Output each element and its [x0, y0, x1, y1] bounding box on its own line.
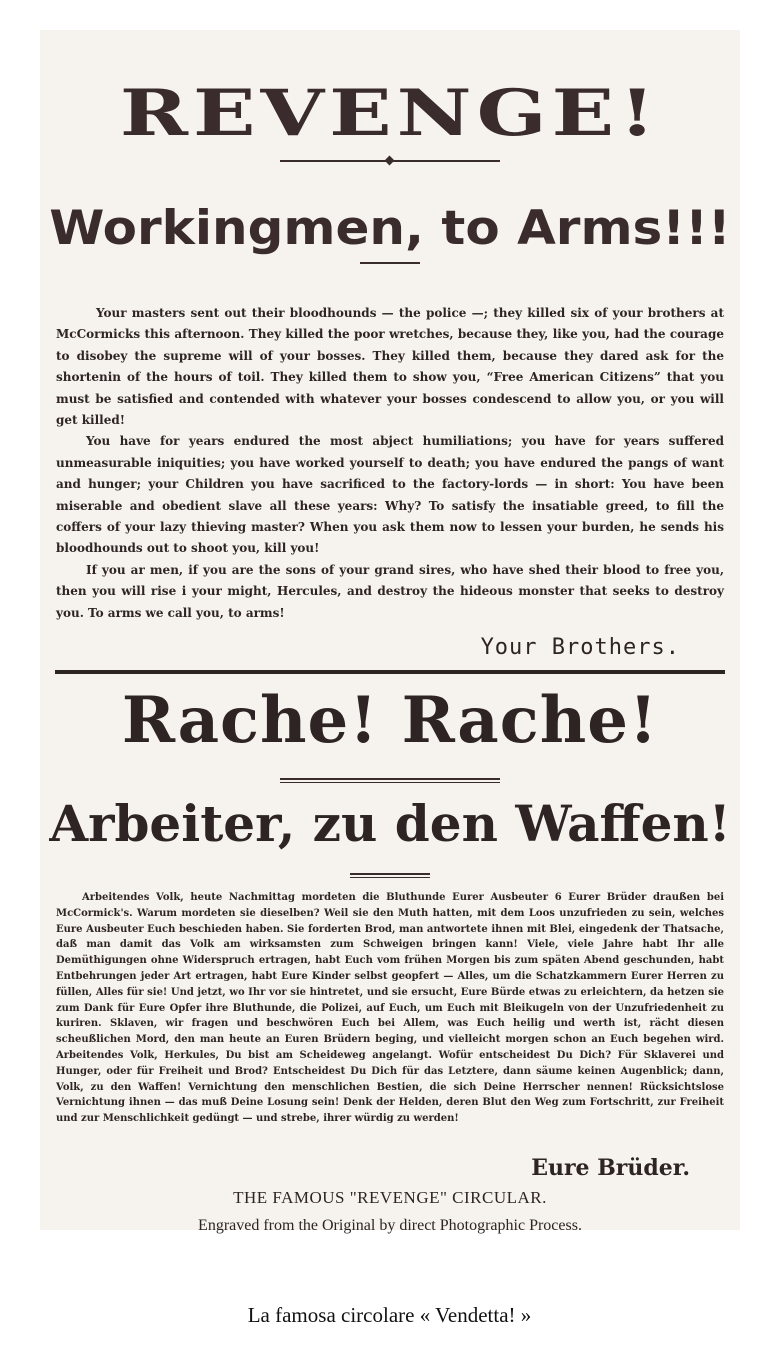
body-german: Arbeitendes Volk, heute Nachmittag mordeten die Bluthunde Eurer Ausbeuter 6 Eurer Brüder draußen bei McCormick's. Warum mordeten sie dieselben? Weil sie den Muth hatten, mit dem Loos unzufrieden zu sein, welches Eure Ausbeuter Euch beschieden haben. Sie forderten Brod, man antwortete ihnen mit Blei, eingedenk der Thatsache, daß man damit das Volk am wirksamsten zum Schweigen bringen kann! Viele, viele Jahre habt Ihr alle Demüthigungen ohne Widerspruch ertragen, habt Euch vom frühen Morgen bis zum späten Abend geschunden, habt Entbehrungen jeder Art ertragen, habt Eure Kinder selbst geopfert — Alles, um die Schatzkammern Eurer Herren zu füllen, Alles für sie! Und jetzt, wo Ihr vor sie hintretet, und sie ersucht, Eure Bürde etwas zu erleichtern, da hetzen sie zum Dank für Eure Opfer ihre Bluthunde, die Polizei, auf Euch, um Euch mit Bleikugeln von der Unzufriedenheit zu kuriren. Sklaven, wir fragen und beschwören Euch bei Allem, was Euch heilig und werth ist, rächt diesen scheußlichen Mord, den man heute an Euren Brüdern beging, und vielleicht morgen schon an Euch begehen wird. Arbeitendes Volk, Herkules, Du bist am Scheideweg angelangt. Wofür entscheidest Du Dich? Für Sklaverei und Hunger, oder für Freiheit und Brod? Entscheidest Du Dich für das Letztere, dann säume keinen Augenblick; dann, Volk, zu den Waffen! Vernichtung den menschlichen Bestien, die sich Deine Herrscher nennen! Rücksichtslose Vernichtung ihnen — das muß Deine Losung sein! Denk der Helden, deren Blut den Weg zum Fortschritt, zur Freiheit und zur Menschlichkeit gedüngt — und strebe, ihrer würdig zu werden! [56, 892, 724, 1125]
signature-english: Your Brothers. [480, 635, 680, 660]
body-english-paragraph: If you ar men, if you are the sons of your grand sires, who have shed their blood to free you, then you will rise i your might, Hercules, and destroy the hideous monster that seeks to destroy you. To arms we call you, to arms! [56, 562, 724, 620]
circular-sheet [40, 30, 740, 1234]
caption-subtitle: Engraved from the Original by direct Photographic Process. [198, 1217, 582, 1234]
signature-german: Eure Brüder. [531, 1155, 690, 1181]
divider-3 [280, 778, 500, 780]
divider-2 [360, 262, 420, 264]
subtitle-english: Workingmen, to Arms!!! [49, 200, 731, 256]
caption-title: THE FAMOUS "REVENGE" CIRCULAR. [233, 1188, 547, 1207]
footer-caption: La famosa circolare « Vendetta! » [247, 1303, 532, 1327]
divider-3b [280, 782, 500, 783]
body-english-paragraph: Your masters sent out their bloodhounds — the police —; they killed six of your brothers at McCormicks this afternoon. They killed the poor wretches, because they, like you, had the courage to disobey the supreme will of your bosses. They killed them, because they dared ask for the shortenin of the hours of toil. They killed them to show you, “Free American Citizens” that you must be satisfied and contended with whatever your bosses condescend to allow you, or you will get killed! [56, 306, 724, 428]
body-english [56, 303, 724, 624]
subtitle-german: Arbeiter, zu den Waffen! [49, 794, 731, 853]
title-german: Rache! Rache! [121, 683, 659, 758]
title-english: REVENGE! [119, 75, 661, 151]
section-divider [55, 670, 725, 674]
body-english-paragraph: You have for years endured the most abject humiliations; you have for years suffered unmeasurable iniquities; you have worked yourself to death; you have endured the pangs of want and hunger; your Children you have sacrificed to the factory-lords — in short: You have been miserable and obedient slave all these years: Why? To satisfy the insatiable greed, to fill the coffers of your lazy thieving master? When you ask them now to lessen your burden, he sends his bloodhounds out to shoot you, kill you! [56, 434, 724, 556]
divider-4b [350, 877, 430, 878]
divider-1-ornament [385, 156, 395, 166]
divider-4 [350, 873, 430, 875]
